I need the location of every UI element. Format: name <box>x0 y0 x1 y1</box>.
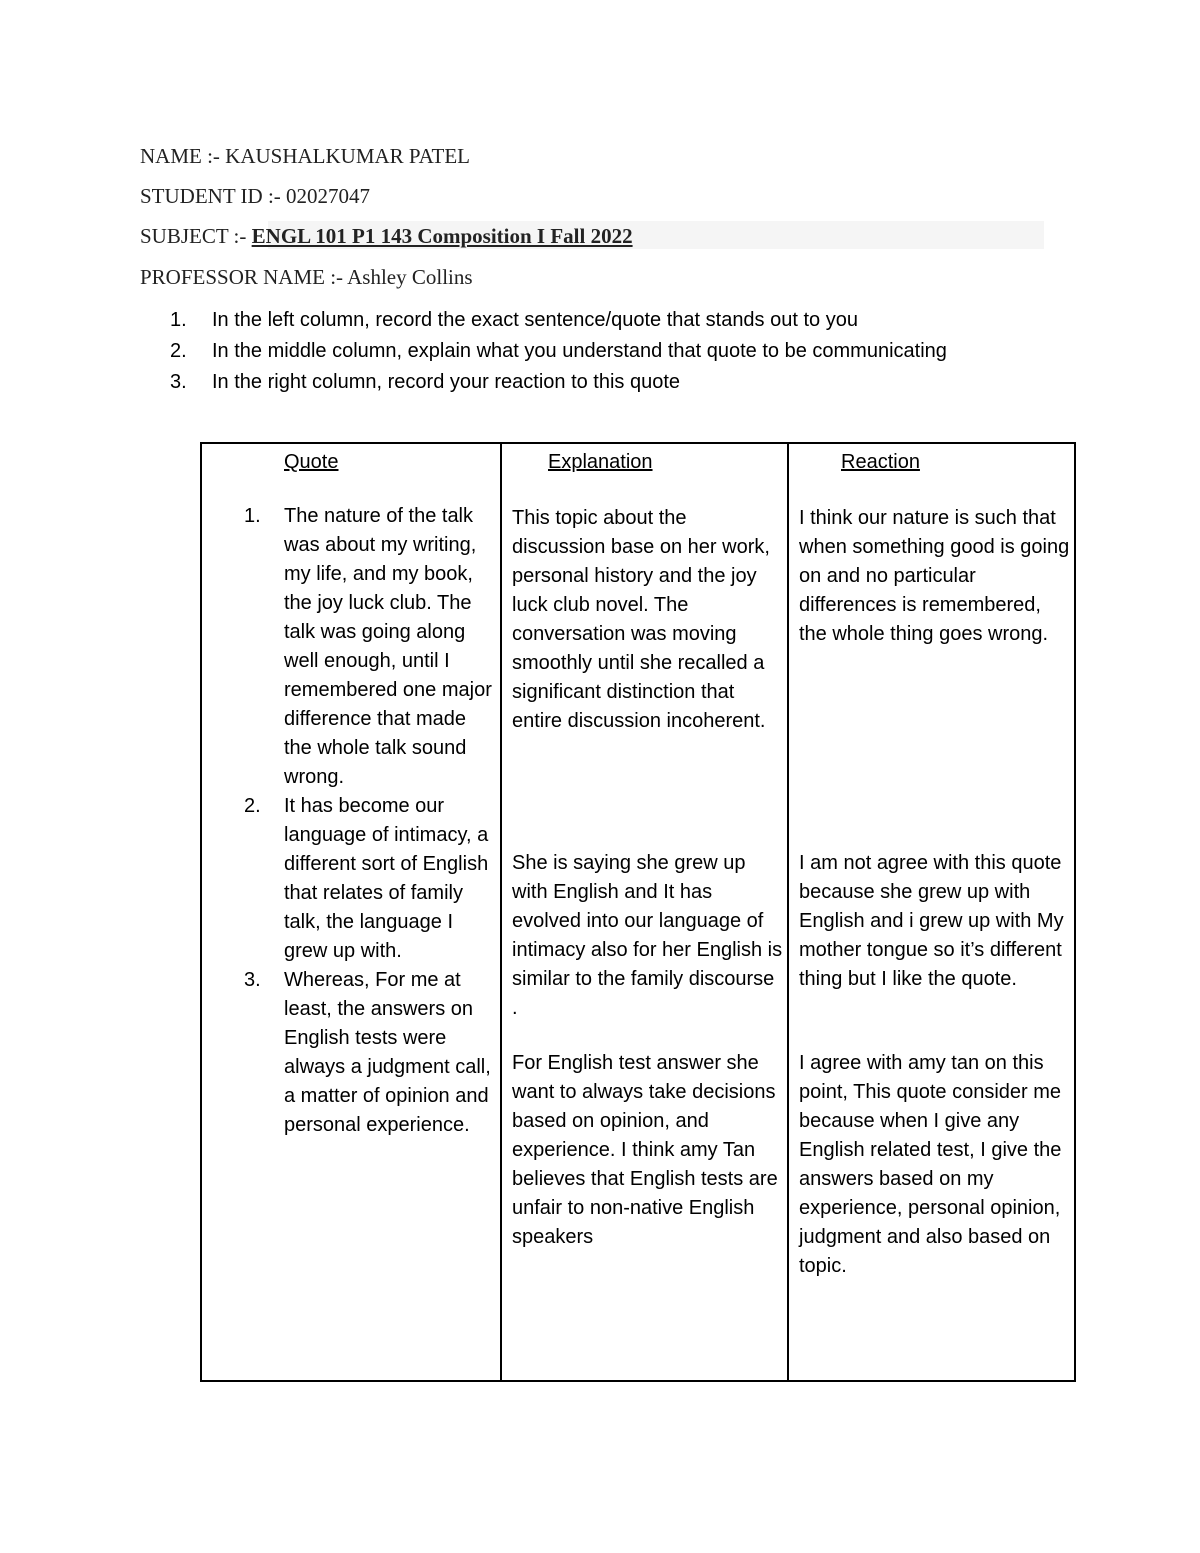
response-table <box>200 442 1076 1382</box>
instruction-text: In the middle column, explain what you understand that quote to be communicating <box>212 340 947 362</box>
explanation-header: Explanation <box>548 451 653 473</box>
instruction-number: 3. <box>170 371 187 393</box>
subject-line <box>140 224 633 249</box>
instruction-text: In the right column, record your reaction to this quote <box>212 371 681 393</box>
quote-text: Whereas, For me at least, the answers on English tests were always a judgment call, a matter of opinion and personal experience. <box>284 969 491 1136</box>
quote-number: 2. <box>244 795 261 817</box>
explanation-text: For English test answer she want to always take decisions based on opinion, and experience. I think amy Tan believes that English tests are unfair to non-native English speakers <box>512 1052 778 1248</box>
quote-item <box>244 502 494 792</box>
quote-item <box>244 966 494 1140</box>
instruction-item <box>170 367 947 398</box>
subject-label: SUBJECT :- <box>140 224 252 248</box>
reaction-column <box>787 444 1074 1380</box>
explanation-text: She is saying she grew up with English and It has evolved into our language of intimacy also for her English is similar to the family discourse . <box>512 852 783 1019</box>
reaction-text: I am not agree with this quote because she grew up with English and i grew up with My mother tongue so it’s different thing but I like the quote. <box>799 852 1064 990</box>
quote-column <box>202 444 500 1380</box>
student-id: STUDENT ID :- 02027047 <box>140 184 371 208</box>
student-name: NAME :- KAUSHALKUMAR PATEL <box>140 144 470 168</box>
explanation-text: This topic about the discussion base on her work, personal history and the joy luck club novel. The conversation was moving smoothly until she recalled a significant distinction that entire discussion incoherent. <box>512 507 770 732</box>
quote-item <box>244 792 494 966</box>
reaction-text: I think our nature is such that when something good is going on and no particular differences is remembered, the whole thing goes wrong. <box>799 507 1070 645</box>
quote-header: Quote <box>284 451 339 473</box>
professor-name: PROFESSOR NAME :- Ashley Collins <box>140 265 473 289</box>
instruction-number: 2. <box>170 340 187 362</box>
instruction-item <box>170 336 947 367</box>
instructions-list <box>170 305 947 398</box>
subject-course: ENGL 101 P1 143 Composition I Fall 2022 <box>251 224 633 248</box>
explanation-column <box>500 444 787 1380</box>
quote-text: The nature of the talk was about my writing, my life, and my book, the joy luck club. The talk was going along well enough, until I remembered one major difference that made the whole talk sound wrong. <box>284 505 492 788</box>
quote-text: It has become our language of intimacy, a different sort of English that relates of family talk, the language I grew up with. <box>284 795 489 962</box>
reaction-text: I agree with amy tan on this point, This quote consider me because when I give any English related test, I give the answers based on my experience, personal opinion, judgment and also based on topic. <box>799 1052 1062 1277</box>
quote-number: 3. <box>244 969 261 991</box>
instruction-number: 1. <box>170 309 187 331</box>
reaction-header: Reaction <box>841 451 920 473</box>
instruction-text: In the left column, record the exact sentence/quote that stands out to you <box>212 309 858 331</box>
instruction-item <box>170 305 947 336</box>
quote-number: 1. <box>244 505 261 527</box>
quote-list <box>244 502 494 1140</box>
